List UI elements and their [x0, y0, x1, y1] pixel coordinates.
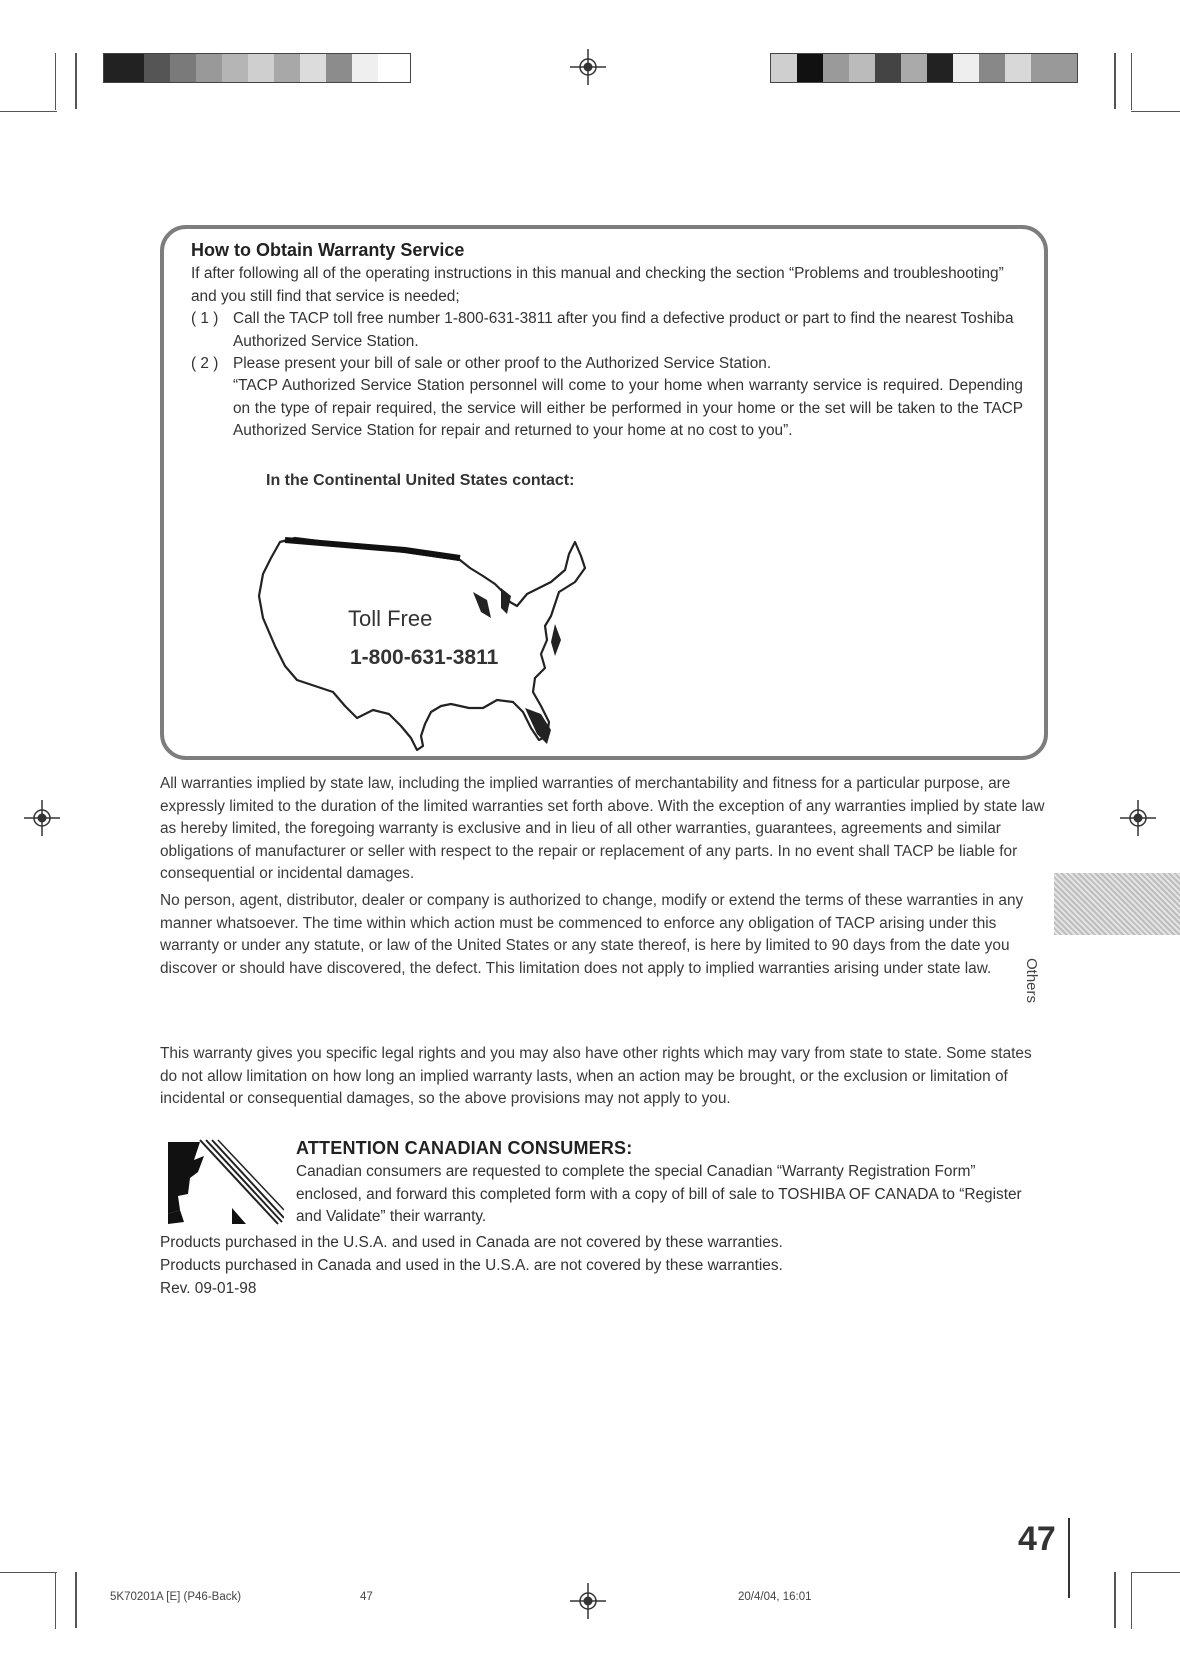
crop-mark [1131, 1572, 1132, 1629]
crop-mark [0, 111, 57, 112]
closing-line-us: Products purchased in the U.S.A. and used in Canada are not covered by these warranties. [160, 1234, 783, 1251]
footer-timestamp: 20/4/04, 16:01 [738, 1591, 812, 1603]
crop-mark [1131, 111, 1180, 112]
canada-maple-leaf-icon [160, 1138, 284, 1226]
warranty-service-title: How to Obtain Warranty Service [191, 240, 465, 260]
crop-mark [0, 1572, 57, 1573]
footer-page: 47 [360, 1591, 373, 1603]
color-bar-left [103, 53, 411, 83]
crop-mark [1114, 1572, 1116, 1628]
crop-mark [1131, 53, 1132, 110]
page-number: 47 [1018, 1520, 1056, 1558]
closing-line-canada: Products purchased in Canada and used in the U.S.A. are not covered by these warranties. [160, 1257, 783, 1274]
registration-mark-icon [24, 800, 60, 836]
crop-mark [55, 1572, 56, 1629]
step-text: Call the TACP toll free number 1-800-631-3811 after you find a defective product or part to find the nearest Toshiba Authorized Service Station. [233, 310, 1014, 350]
registration-mark-icon [570, 49, 606, 85]
legal-rights-paragraph: This warranty gives you specific legal rights and you may also have other rights which may vary from state to state. Some states do not allow limitation on how long an implied warranty lasts, when an action may be brought, or the exclusion or limitation of incidental or consequential damages, so the above provisions may not apply to you. [160, 1045, 1032, 1107]
canada-attention-title: ATTENTION CANADIAN CONSUMERS: [296, 1138, 633, 1158]
footer-file-id: 5K70201A [E] (P46-Back) [110, 1591, 242, 1603]
map-toll-free-label: Toll Free [348, 606, 433, 631]
section-tab [1054, 873, 1180, 935]
section-tab-label: Others [1023, 958, 1040, 1004]
step-number: ( 2 ) [191, 355, 219, 372]
crop-mark [55, 53, 56, 110]
step-text: Please present your bill of sale or other proof to the Authorized Service Station. [233, 355, 772, 372]
warranty-intro: If after following all of the operating instructions in this manual and checking the section “Problems and troubleshooting” and you still find that service is needed; [191, 265, 1004, 305]
revision-date: Rev. 09-01-98 [160, 1280, 257, 1297]
step-number: ( 1 ) [191, 310, 219, 327]
warranty-limitation-paragraph: All warranties implied by state law, including the implied warranties of merchantability and fitness for a particular purpose, are expressly limited to the duration of the limited warranties set forth above. With the exception of any warranties implied by state law as hereby limited, the foregoing warranty is exclusive and in lieu of all other warranties, guarantees, agreements and similar obligations of manufacturer or seller with respect to the repair or replacement of any parts. In no event shall TACP be liable for consequential or incidental damages. [160, 775, 1045, 882]
warranty-terms-paragraph: No person, agent, distributor, dealer or company is authorized to change, modify or extend the terms of these warranties in any manner whatsoever. The time within which action must be commenced to enforce any obligation of TACP arising under this warranty or under any statute, or law of the United States or any state thereof, is here by limited to 90 days from the date you discover or should have discovered, the defect. This limitation does not apply to implied warranties arising under state law. [160, 892, 1024, 977]
contact-heading: In the Continental United States contact: [266, 472, 575, 489]
crop-mark [1114, 53, 1116, 109]
map-phone-number: 1-800-631-3811 [350, 646, 499, 669]
crop-mark [75, 53, 77, 109]
service-quote: “TACP Authorized Service Station personnel will come to your home when warranty service is required. Depending on the type of repair required, the service will either be performed in your home or the set will be taken to the TACP Authorized Service Station for repair and returned to your home at no cost to you”. [233, 377, 1023, 439]
page-number-rule [1068, 1518, 1070, 1598]
crop-mark [75, 1572, 77, 1628]
registration-mark-icon [1120, 800, 1156, 836]
registration-mark-icon [570, 1583, 606, 1619]
color-bar-right [770, 53, 1078, 83]
canada-attention-text: Canadian consumers are requested to complete the special Canadian “Warranty Registration Form” enclosed, and forward this completed form with a copy of bill of sale to TOSHIBA OF CANADA to “Register and Validate” their warranty. [296, 1163, 1022, 1225]
crop-mark [1131, 1572, 1180, 1573]
